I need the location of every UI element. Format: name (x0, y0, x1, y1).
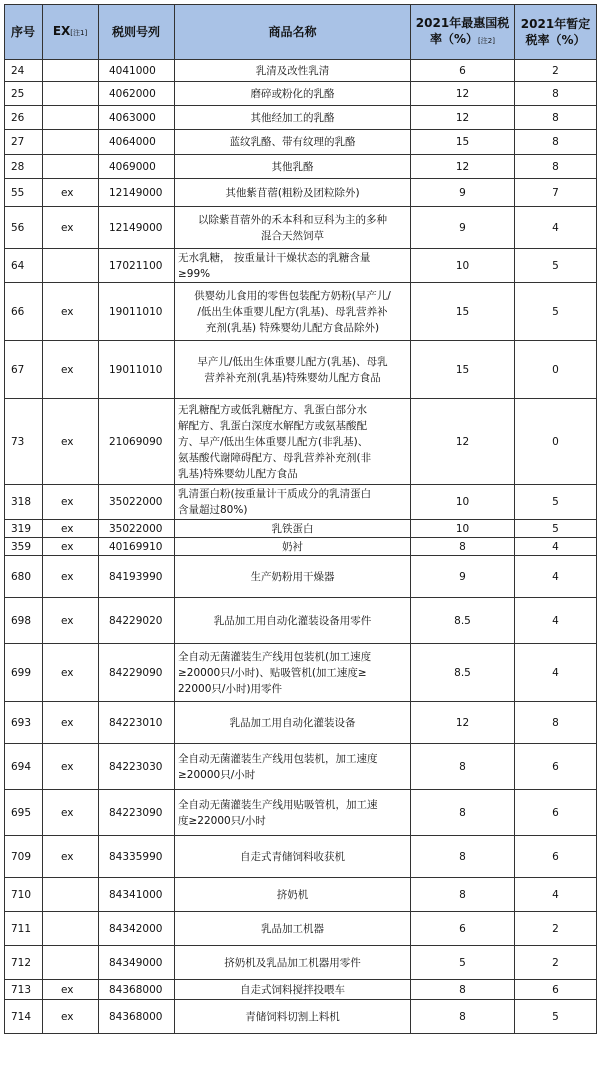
cell-ex (43, 60, 99, 82)
cell-name-line: 全自动无菌灌装生产线用包装机(加工速度 (178, 650, 372, 663)
table-row (5, 598, 597, 644)
cell-ex (43, 946, 99, 980)
cell-provisional-rate: 7 (515, 179, 597, 207)
cell-mfn-rate: 12 (411, 399, 515, 485)
cell-code: 84341000 (99, 878, 175, 912)
cell-code: 84368000 (99, 1000, 175, 1034)
cell-code: 17021100 (99, 249, 175, 283)
table-row (5, 207, 597, 249)
cell-name-line: 挤奶机及乳品加工机器用零件 (224, 956, 361, 969)
table-row (5, 106, 597, 130)
table-row (5, 341, 597, 399)
table-row (5, 82, 597, 106)
cell-code: 84368000 (99, 980, 175, 1000)
cell-code: 4063000 (99, 106, 175, 130)
cell-provisional-rate: 4 (515, 207, 597, 249)
cell-ex: ex (43, 980, 99, 1000)
cell-mfn-rate: 15 (411, 130, 515, 155)
cell-provisional-rate: 5 (515, 485, 597, 520)
cell-ex (43, 249, 99, 283)
cell-mfn-rate: 8 (411, 538, 515, 556)
cell-no: 695 (5, 790, 43, 836)
cell-no: 319 (5, 520, 43, 538)
cell-code: 12149000 (99, 179, 175, 207)
cell-no: 24 (5, 60, 43, 82)
table-row (5, 538, 597, 556)
cell-name (175, 836, 411, 878)
cell-mfn-rate: 5 (411, 946, 515, 980)
cell-name-line: 充剂(乳基) 特殊婴幼儿配方食品除外) (205, 321, 380, 334)
cell-mfn-rate: 12 (411, 702, 515, 744)
cell-ex: ex (43, 556, 99, 598)
cell-name-line: 乳品加工机器 (261, 922, 324, 935)
cell-provisional-rate: 8 (515, 130, 597, 155)
cell-name-line: 乳铁蛋白 (271, 522, 314, 535)
cell-no: 28 (5, 155, 43, 179)
table-row (5, 556, 597, 598)
cell-no: 713 (5, 980, 43, 1000)
cell-provisional-rate: 8 (515, 82, 597, 106)
cell-name (175, 485, 411, 520)
cell-ex (43, 106, 99, 130)
table-row (5, 878, 597, 912)
cell-name-line: 供婴幼儿食用的零售包装配方奶粉(早产儿/ (194, 289, 391, 302)
cell-code: 35022000 (99, 520, 175, 538)
cell-name-line: 含量超过80%) (178, 504, 248, 516)
cell-name (175, 249, 411, 283)
cell-provisional-rate: 4 (515, 556, 597, 598)
cell-mfn-rate: 10 (411, 485, 515, 520)
cell-name-line: 22000只/小时)用零件 (178, 682, 283, 695)
cell-name-line: 奶衬 (282, 540, 303, 553)
table-row (5, 179, 597, 207)
table-row (5, 485, 597, 520)
cell-provisional-rate: 2 (515, 946, 597, 980)
cell-name-line: 早产儿/低出生体重婴儿配方(乳基)、母乳 (197, 355, 388, 368)
cell-no: 67 (5, 341, 43, 399)
cell-code: 84223030 (99, 744, 175, 790)
header-tmp (515, 5, 597, 60)
cell-name (175, 60, 411, 82)
cell-name-line: 全自动无菌灌装生产线用包装机，加工速度 (178, 752, 378, 765)
cell-mfn-rate: 8 (411, 878, 515, 912)
cell-code: 84342000 (99, 912, 175, 946)
cell-code: 4041000 (99, 60, 175, 82)
cell-code: 4064000 (99, 130, 175, 155)
cell-no: 26 (5, 106, 43, 130)
header-tmp-line2: 税率（%） (525, 33, 586, 47)
table-row (5, 980, 597, 1000)
cell-name (175, 980, 411, 1000)
table-header-row (5, 5, 597, 60)
table-row (5, 520, 597, 538)
cell-name-line: 自走式青储饲料收获机 (240, 850, 345, 863)
header-mfn-line1: 2021年最惠国税 (415, 16, 510, 30)
cell-code: 84335990 (99, 836, 175, 878)
cell-provisional-rate: 6 (515, 744, 597, 790)
cell-name-line: 营养补充剂(乳基)特殊婴幼儿配方食品 (204, 371, 381, 384)
cell-provisional-rate: 2 (515, 60, 597, 82)
cell-name (175, 878, 411, 912)
cell-name-line: 挤奶机 (276, 888, 309, 901)
cell-name (175, 556, 411, 598)
cell-code: 84193990 (99, 556, 175, 598)
cell-name-line: 解配方、乳蛋白深度水解配方或氨基酸配 (178, 419, 367, 432)
cell-name (175, 912, 411, 946)
cell-provisional-rate: 6 (515, 836, 597, 878)
cell-code: 21069090 (99, 399, 175, 485)
cell-mfn-rate: 8.5 (411, 644, 515, 702)
cell-ex: ex (43, 283, 99, 341)
cell-mfn-rate: 10 (411, 249, 515, 283)
cell-name-line: 全自动无菌灌装生产线用贴吸管机，加工速 (178, 798, 378, 811)
table-row (5, 249, 597, 283)
table-row (5, 399, 597, 485)
table-row (5, 744, 597, 790)
cell-no: 66 (5, 283, 43, 341)
cell-ex: ex (43, 341, 99, 399)
cell-name-line: 无乳糖配方或低乳糖配方、乳蛋白部分水 (178, 403, 367, 416)
cell-name-line: 混合天然饲草 (261, 229, 324, 242)
cell-mfn-rate: 15 (411, 283, 515, 341)
cell-no: 698 (5, 598, 43, 644)
table-row (5, 790, 597, 836)
cell-provisional-rate: 8 (515, 155, 597, 179)
cell-code: 84223010 (99, 702, 175, 744)
cell-provisional-rate: 0 (515, 399, 597, 485)
cell-code: 4069000 (99, 155, 175, 179)
cell-no: 359 (5, 538, 43, 556)
table-row (5, 155, 597, 179)
cell-no: 56 (5, 207, 43, 249)
cell-mfn-rate: 8 (411, 1000, 515, 1034)
cell-mfn-rate: 8 (411, 980, 515, 1000)
cell-provisional-rate: 4 (515, 538, 597, 556)
cell-ex: ex (43, 702, 99, 744)
table-row (5, 283, 597, 341)
cell-no: 27 (5, 130, 43, 155)
cell-provisional-rate: 6 (515, 980, 597, 1000)
table-row (5, 836, 597, 878)
header-mfn-note: [注2] (478, 37, 495, 45)
cell-mfn-rate: 9 (411, 207, 515, 249)
header-name: 商品名称 (175, 5, 411, 60)
cell-ex (43, 912, 99, 946)
cell-name-line: 氨基酸代谢障碍配方、母乳营养补充剂(非 (178, 451, 372, 464)
cell-mfn-rate: 8 (411, 790, 515, 836)
cell-code: 84349000 (99, 946, 175, 980)
cell-provisional-rate: 5 (515, 1000, 597, 1034)
cell-name (175, 179, 411, 207)
cell-no: 318 (5, 485, 43, 520)
header-ex (43, 5, 99, 60)
cell-code: 12149000 (99, 207, 175, 249)
cell-name (175, 520, 411, 538)
cell-ex: ex (43, 790, 99, 836)
cell-ex (43, 130, 99, 155)
cell-name-line: 蓝纹乳酪、带有纹理的乳酪 (229, 136, 356, 148)
cell-name (175, 1000, 411, 1034)
header-ex-label: EX (52, 24, 71, 38)
cell-name-line: 乳品加工用自动化灌装设备 (229, 716, 356, 729)
cell-code: 84229020 (99, 598, 175, 644)
table-body (5, 60, 597, 1034)
cell-no: 55 (5, 179, 43, 207)
cell-no: 711 (5, 912, 43, 946)
cell-name-line: 度≥22000只/小时 (178, 814, 266, 827)
cell-name-line: 其他经加工的乳酪 (250, 111, 335, 124)
cell-ex: ex (43, 399, 99, 485)
cell-provisional-rate: 4 (515, 644, 597, 702)
cell-name-line: 其他紫苜蓿(粗粉及团粒除外) (225, 186, 360, 199)
cell-no: 710 (5, 878, 43, 912)
cell-code: 84229090 (99, 644, 175, 702)
cell-code: 19011010 (99, 341, 175, 399)
cell-code: 40169910 (99, 538, 175, 556)
cell-provisional-rate: 4 (515, 598, 597, 644)
cell-ex: ex (43, 179, 99, 207)
cell-name (175, 598, 411, 644)
cell-ex: ex (43, 485, 99, 520)
cell-name (175, 538, 411, 556)
cell-code: 84223090 (99, 790, 175, 836)
cell-provisional-rate: 8 (515, 106, 597, 130)
cell-code: 4062000 (99, 82, 175, 106)
cell-name (175, 155, 411, 179)
cell-name (175, 790, 411, 836)
cell-no: 680 (5, 556, 43, 598)
cell-name (175, 207, 411, 249)
cell-no: 64 (5, 249, 43, 283)
cell-provisional-rate: 5 (515, 520, 597, 538)
cell-name (175, 744, 411, 790)
cell-ex (43, 82, 99, 106)
cell-name-line: 方、早产/低出生体重婴儿配方(非乳基)、 (178, 435, 369, 448)
cell-name (175, 106, 411, 130)
header-no: 序号 (5, 5, 43, 60)
cell-ex: ex (43, 836, 99, 878)
cell-name (175, 130, 411, 155)
header-tmp-line1: 2021年暂定 (520, 17, 591, 31)
tariff-table (4, 4, 597, 1034)
cell-ex: ex (43, 207, 99, 249)
cell-name (175, 946, 411, 980)
table-row (5, 644, 597, 702)
cell-ex (43, 878, 99, 912)
cell-ex: ex (43, 598, 99, 644)
header-mfn (411, 5, 515, 60)
cell-provisional-rate: 5 (515, 249, 597, 283)
cell-mfn-rate: 9 (411, 556, 515, 598)
table-row (5, 946, 597, 980)
cell-no: 694 (5, 744, 43, 790)
cell-provisional-rate: 6 (515, 790, 597, 836)
header-mfn-line2: 率（%） (430, 32, 479, 46)
cell-provisional-rate: 4 (515, 878, 597, 912)
cell-mfn-rate: 12 (411, 155, 515, 179)
cell-mfn-rate: 9 (411, 179, 515, 207)
cell-mfn-rate: 8 (411, 744, 515, 790)
cell-name-line: 乳基)特殊婴幼儿配方食品 (178, 467, 298, 480)
table-row (5, 60, 597, 82)
cell-name-line: ≥99% (178, 267, 211, 280)
cell-name-line: 以除紫苜蓿外的禾本科和豆科为主的多种 (198, 213, 387, 226)
cell-name-line: 磨碎或粉化的乳酪 (250, 87, 335, 100)
cell-name-line: 乳清蛋白粉(按重量计干质成分的乳清蛋白 (178, 488, 372, 500)
cell-name (175, 283, 411, 341)
cell-name (175, 341, 411, 399)
cell-ex: ex (43, 538, 99, 556)
cell-name-line: ≥20000只/小时)、贴吸管机(加工速度≥ (178, 666, 367, 679)
cell-provisional-rate: 2 (515, 912, 597, 946)
cell-provisional-rate: 5 (515, 283, 597, 341)
table-row (5, 1000, 597, 1034)
tariff-table-container (4, 4, 597, 1034)
cell-mfn-rate: 12 (411, 106, 515, 130)
cell-name (175, 399, 411, 485)
cell-name-line: /低出生体重婴儿配方(乳基)、母乳营养补 (197, 305, 388, 318)
cell-no: 73 (5, 399, 43, 485)
cell-provisional-rate: 0 (515, 341, 597, 399)
table-row (5, 130, 597, 155)
cell-name-line: 青储饲料切割上料机 (245, 1010, 340, 1023)
cell-name (175, 644, 411, 702)
cell-mfn-rate: 10 (411, 520, 515, 538)
cell-mfn-rate: 12 (411, 82, 515, 106)
cell-name-line: 乳品加工用自动化灌装设备用零件 (213, 614, 372, 627)
header-code: 税则号列 (99, 5, 175, 60)
table-row (5, 912, 597, 946)
cell-mfn-rate: 15 (411, 341, 515, 399)
cell-name-line: 其他乳酪 (271, 160, 314, 173)
cell-name (175, 702, 411, 744)
cell-ex: ex (43, 520, 99, 538)
cell-name-line: ≥20000只/小时 (178, 768, 256, 781)
cell-no: 709 (5, 836, 43, 878)
header-ex-note: [注1] (70, 29, 88, 37)
cell-name-line: 无水乳糖， 按重量计干燥状态的乳糖含量 (178, 251, 371, 264)
cell-name (175, 82, 411, 106)
cell-no: 699 (5, 644, 43, 702)
cell-no: 693 (5, 702, 43, 744)
cell-ex: ex (43, 1000, 99, 1034)
cell-name-line: 乳清及改性乳清 (255, 64, 330, 77)
cell-ex: ex (43, 744, 99, 790)
cell-mfn-rate: 8.5 (411, 598, 515, 644)
cell-code: 35022000 (99, 485, 175, 520)
cell-name-line: 生产奶粉用干燥器 (250, 570, 335, 583)
cell-no: 25 (5, 82, 43, 106)
cell-name-line: 自走式饲料搅拌投喂车 (240, 983, 345, 996)
cell-provisional-rate: 8 (515, 702, 597, 744)
cell-code: 19011010 (99, 283, 175, 341)
cell-mfn-rate: 6 (411, 912, 515, 946)
cell-no: 714 (5, 1000, 43, 1034)
cell-mfn-rate: 8 (411, 836, 515, 878)
cell-ex (43, 155, 99, 179)
table-row (5, 702, 597, 744)
cell-ex: ex (43, 644, 99, 702)
cell-mfn-rate: 6 (411, 60, 515, 82)
cell-no: 712 (5, 946, 43, 980)
